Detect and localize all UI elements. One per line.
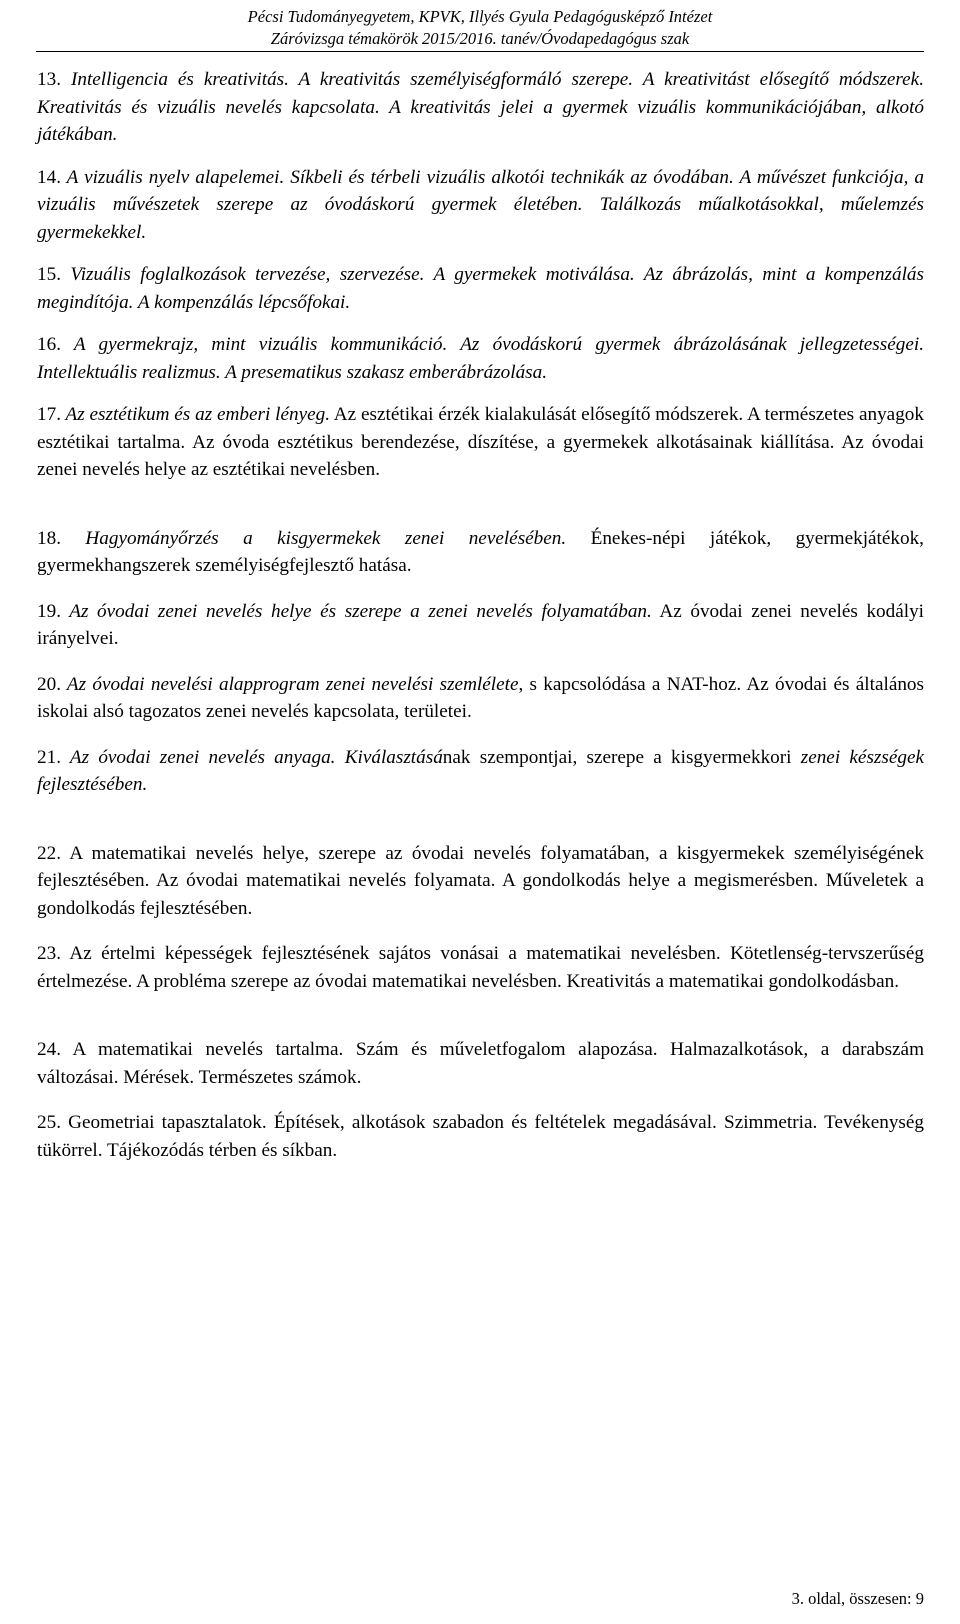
topic-number: 14. <box>37 166 61 188</box>
topic-text: Az értelmi képességek fejlesztésének sajátos vonásai a matematikai nevelésben. Kötetlenség-tervszerűség értelmezése. A probléma szerepe az óvodai matematikai nevelésben. Kreativitás a matematikai gondolkodásban. <box>37 943 924 992</box>
topic-text-italic: Hagyományőrzés a kisgyermekek zenei nevelésében. <box>60 527 567 549</box>
topic-17 <box>36 401 924 484</box>
topic-text: Geometriai tapasztalatok. Építések, alkotások szabadon és feltételek megadásával. Szimmetria. Tevékenység tükörrel. Tájékozódás térben és síkban. <box>37 1112 924 1161</box>
topic-text: Intelligencia és kreativitás. A kreativitás személyiségformáló szerepe. A kreativitást elősegítő módszerek. Kreativitás és vizuális nevelés kapcsolata. A kreativitás jelei a gyermek vizuális kommunikációjában, alkotó játékában. <box>37 69 924 145</box>
topic-14 <box>36 164 924 247</box>
header-exam-title: Záróvizsga témakörök 2015/2016. tanév/Óvodapedagógus szak <box>270 29 690 48</box>
topic-list <box>36 66 924 1164</box>
header-institution: Pécsi Tudományegyetem, KPVK, Illyés Gyula Pedagógusképző Intézet <box>247 7 713 26</box>
topic-15 <box>36 261 924 316</box>
topic-number: 24. <box>37 1039 61 1060</box>
topic-text-italic: zenei készségek fejlesztésében. <box>37 746 924 795</box>
topic-text: A gyermekrajz, mint vizuális kommunikáció. Az óvodáskorú gyermek ábrázolásának jellegzetességei. Intellektuális realizmus. A presematikus szakasz emberábrázolása. <box>37 334 924 383</box>
topic-number: 16. <box>37 334 61 355</box>
page-footer: 3. oldal, összesen: 9 <box>791 1589 924 1608</box>
topic-23 <box>36 940 924 995</box>
topic-text: A matematikai nevelés tartalma. Szám és műveletfogalom alapozása. Halmazalkotások, a darabszám változásai. Mérések. Természetes számok. <box>37 1039 924 1088</box>
topic-number: 21. <box>37 746 61 768</box>
topic-text-italic: Az óvodai zenei nevelés helye és szerepe a zenei nevelés folyamatában. <box>60 600 652 622</box>
topic-text: Énekes-népi játékok, gyermekjátékok, gyermekhangszerek személyiségfejlesztő hatása. <box>37 527 924 576</box>
topic-18 <box>36 525 924 580</box>
topic-text: A matematikai nevelés helye, szerepe az óvodai nevelés folyamatában, a kisgyermekek személyiségének fejlesztésében. Az óvodai matematikai nevelés folyamata. A gondolkodás helye a megismerésben. Műveletek a gondolkodás fejlesztésében. <box>37 842 924 919</box>
topic-22 <box>36 840 924 923</box>
topic-number: 22. <box>37 842 61 864</box>
topic-19 <box>36 598 924 653</box>
topic-text-italic: Az óvodai zenei nevelés anyaga. Kiválasztásá <box>60 746 443 768</box>
topic-21 <box>36 744 924 799</box>
topic-number: 25. <box>37 1112 61 1133</box>
topic-number: 23. <box>37 943 61 964</box>
topic-number: 18. <box>37 527 61 549</box>
header-divider <box>36 51 924 52</box>
topic-text-italic: Az óvodai nevelési alapprogram zenei nevelési szemlélete <box>60 673 519 695</box>
topic-number: 13. <box>37 69 61 90</box>
topic-20 <box>36 671 924 726</box>
topic-text: A vizuális nyelv alapelemei. Síkbeli és térbeli vizuális alkotói technikák az óvodában. A művészet funkciója, a vizuális művészetek szerepe az óvodáskorú gyermek életében. Találkozás műalkotásokkal, műelemzés gyermekekkel. <box>37 166 924 243</box>
topic-text: Az óvodai zenei nevelés kodályi irányelvei. <box>37 600 924 649</box>
topic-number: 15. <box>37 264 61 285</box>
topic-number: 20. <box>37 673 61 695</box>
topic-24 <box>36 1036 924 1091</box>
topic-text: , s kapcsolódása a NAT-hoz. Az óvodai és általános iskolai alsó tagozatos zenei nevelés kapcsolata, területei. <box>37 673 924 722</box>
topic-text: nak szempontjai, szerepe a kisgyermekkori <box>442 746 801 768</box>
topic-text: Vizuális foglalkozások tervezése, szervezése. A gyermekek motiválása. Az ábrázolás, mint a kompenzálás megindítója. A kompenzálás lépcsőfokai. <box>37 264 924 313</box>
topic-25 <box>36 1109 924 1164</box>
topic-16 <box>36 331 924 386</box>
page-header <box>0 6 960 50</box>
topic-number: 17. <box>37 404 61 425</box>
topic-text-italic: Az esztétikum és az emberi lényeg. <box>60 404 331 425</box>
topic-13 <box>36 66 924 149</box>
topic-text: Az esztétikai érzék kialakulását elősegítő módszerek. A természetes anyagok esztétikai tartalma. Az óvoda esztétikus berendezése, díszítése, a gyermekek alkotásainak kiállítása. Az óvodai zenei nevelés helye az esztétikai nevelésben. <box>37 404 924 480</box>
topic-number: 19. <box>37 600 61 622</box>
